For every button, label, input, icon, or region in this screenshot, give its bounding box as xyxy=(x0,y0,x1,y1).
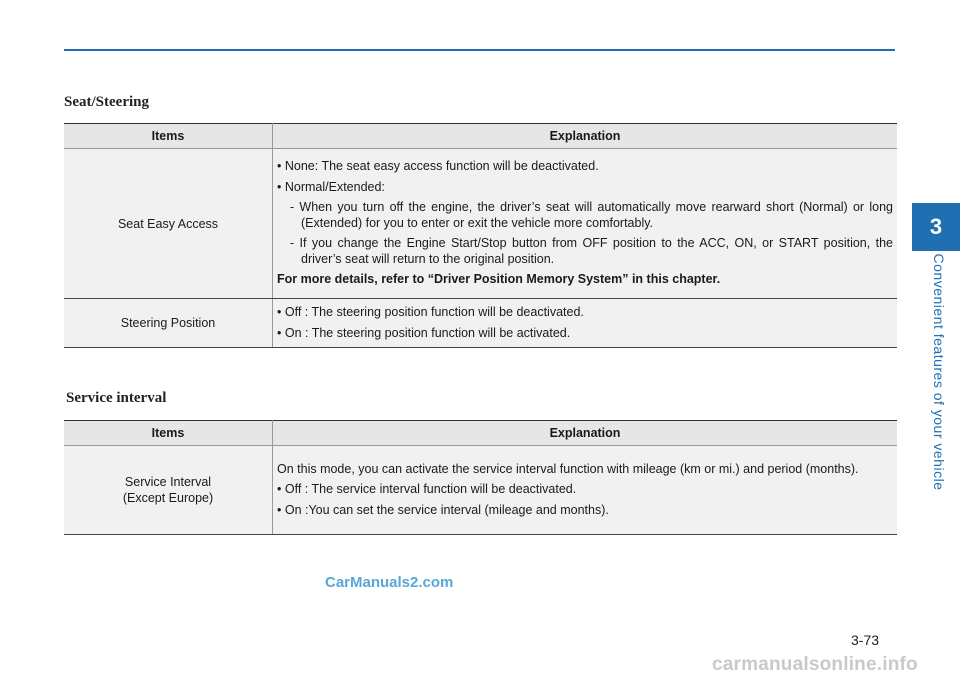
row-explanation xyxy=(273,446,898,535)
chapter-number: 3 xyxy=(929,214,943,239)
explanation-line: • On :You can set the service interval (mileage and months). xyxy=(277,502,609,517)
service-interval-table xyxy=(64,420,897,535)
explanation-subline: - When you turn off the engine, the driver’s seat will automatically move rearward short (Normal) or long (Extended) for you to enter or exit the vehicle more comfortably. xyxy=(290,200,893,230)
table-row xyxy=(64,149,897,299)
row-item-steering-position: Steering Position xyxy=(64,299,273,348)
explanation-line: • None: The seat easy access function will be deactivated. xyxy=(277,159,599,174)
explanation-reference: For more details, refer to “Driver Position Memory System” in this chapter. xyxy=(277,272,721,287)
site-footer-watermark: carmanualsonline.info xyxy=(712,654,918,675)
page-number: 3-73 xyxy=(851,632,880,648)
column-header-explanation: Explanation xyxy=(273,124,898,149)
row-item-service-interval xyxy=(64,446,273,535)
top-rule xyxy=(64,49,895,51)
column-header-items: Items xyxy=(64,421,273,446)
explanation-line: • Off : The service interval function will be deactivated. xyxy=(277,482,577,497)
table-row xyxy=(64,299,897,348)
table-header-row xyxy=(64,421,897,446)
row-item-seat-easy-access: Seat Easy Access xyxy=(64,149,273,299)
row-explanation xyxy=(273,149,898,299)
explanation-line: • Normal/Extended: xyxy=(277,179,385,194)
row-explanation xyxy=(273,299,898,348)
chapter-title: Convenient features of your vehicle xyxy=(931,253,947,491)
seat-steering-table xyxy=(64,123,897,348)
column-header-items: Items xyxy=(64,124,273,149)
section-title-service-interval: Service interval xyxy=(66,390,167,406)
item-line: Service Interval xyxy=(124,475,212,489)
table-row xyxy=(64,446,897,535)
watermark-link[interactable]: CarManuals2.com xyxy=(325,574,454,591)
item-line: (Except Europe) xyxy=(122,491,214,505)
table-header-row xyxy=(64,124,897,149)
explanation-subline: - If you change the Engine Start/Stop button from OFF position to the ACC, ON, or START position, the driver’s seat will return to the original position. xyxy=(290,236,893,266)
column-header-explanation: Explanation xyxy=(273,421,898,446)
explanation-line: • On : The steering position function will be activated. xyxy=(277,325,571,340)
section-title-seat-steering: Seat/Steering xyxy=(64,94,149,110)
explanation-line: • Off : The steering position function will be deactivated. xyxy=(277,305,584,319)
explanation-line: On this mode, you can activate the service interval function with mileage (km or mi.) and period (months). xyxy=(277,461,859,476)
